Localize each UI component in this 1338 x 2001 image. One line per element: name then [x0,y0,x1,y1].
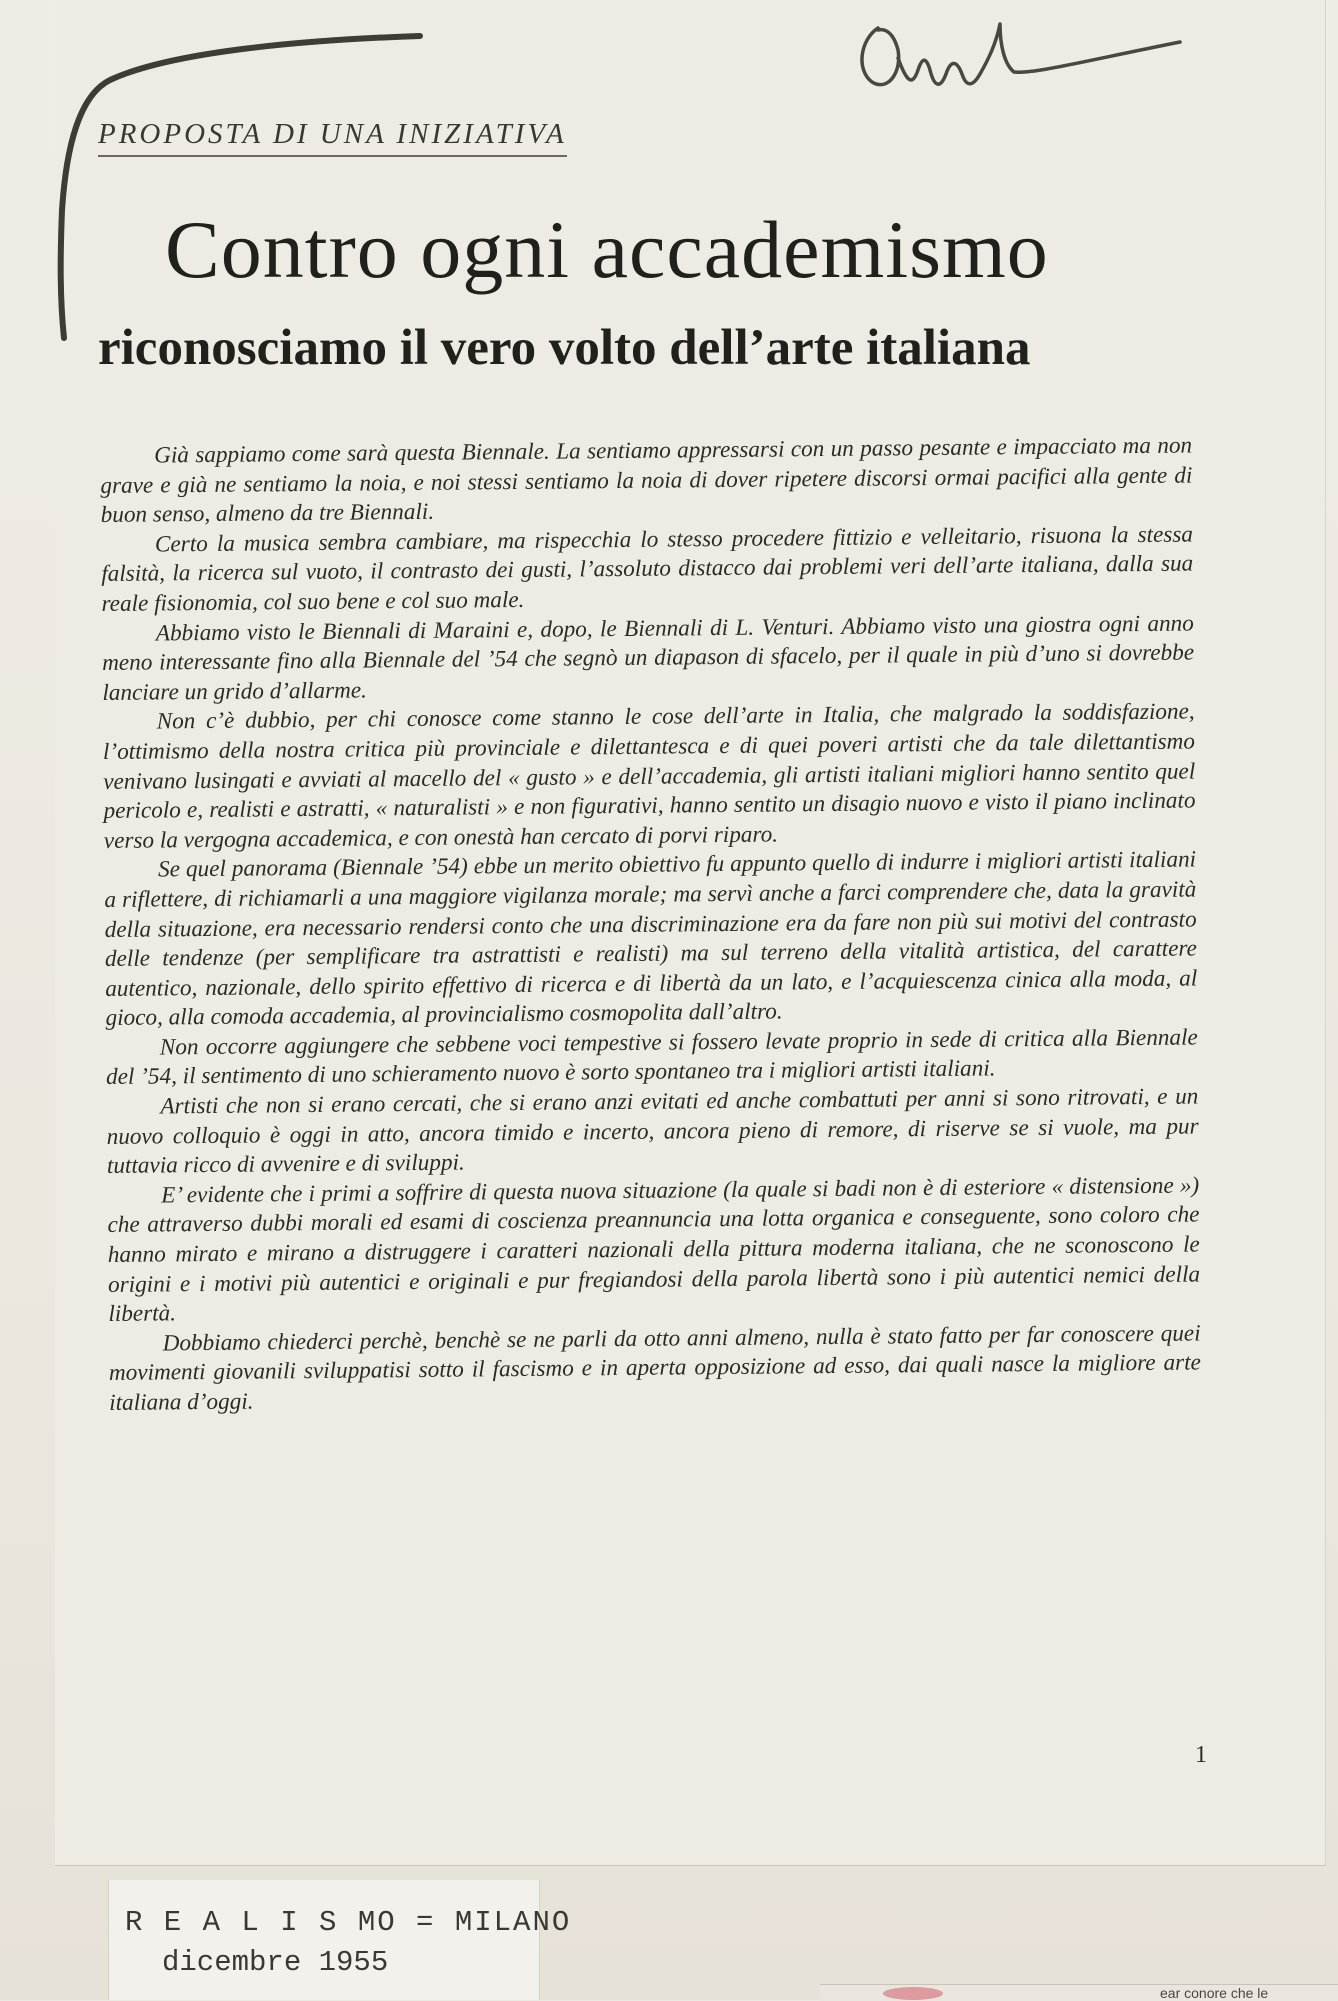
paragraph: Non occorre aggiungere che sebbene voci tempestive si fossero levate proprio in sede di critica alla Biennale del ’54, il sentimento di uno schieramento nuovo è sorto spontaneo tra i migliori artisti italiani. [105,1024,1198,1091]
article-body [100,432,1201,1419]
paragraph: Dobbiamo chiederci perchè, benchè se ne parli da otto anni almeno, nulla è stato fatto per far conoscere quei movimenti giovanili sviluppatisi sotto il fascismo e in aperta opposizione ad esso, dai quali nasce la migliore arte italiana d’oggi. [108,1320,1202,1416]
paragraph: Non c’è dubbio, per chi conosce come stanno le cose dell’arte in Italia, che malgrado la soddisfazione, l’ottimismo della nostra critica più provinciale e dilettantesca e di quei poveri artisti che da tale dilettantismo venivano lusingati e avviati al macello del « gusto » e dell’accademia, gli artisti italiani migliori hanno sentito quel pericolo e, realisti e astratti, « naturalisti » e non figurativi, hanno sentito un disagio nuovo e visto il piano inclinato verso la vergogna accademica, e con onestà han cercato di porvi riparo. [102,698,1196,854]
source-label-strip [108,1880,540,2000]
article-title: Contro ogni accademismo [165,204,1049,295]
paragraph: Abbiamo visto le Biennali di Maraini e, dopo, le Biennali di L. Venturi. Abbiamo visto una giostra ogni anno meno interessante fino alla Biennale del ’54 che segnò un diapason di sfacelo, per il quale in più d’uno si dovrebbe lanciare un grido d’allarme. [101,610,1195,706]
page-number: 1 [1195,1742,1207,1768]
source-label-date: dicembre 1955 [162,1946,389,1979]
bottom-scrap-text: ear conore che le [1160,1985,1269,2001]
paragraph: Certo la musica sembra cambiare, ma rispecchia lo stesso procedere fittizio e velleitario, risuona la stessa falsità, la ricerca sul vuoto, il contrasto dei gusti, l’assoluto distacco dai problemi veri dell’arte italiana, dalla sua reale fisionomia, col suo bene e col suo male. [101,521,1194,617]
red-stain [883,1987,943,2000]
source-label-publication: R E A L I S MO = MILANO [125,1906,572,1939]
section-label: PROPOSTA DI UNA INIZIATIVA [98,118,567,157]
paragraph: E’ evidente che i primi a soffrire di questa nuova situazione (la quale si badi non è di esteriore « distensione ») che attraverso dubbi morali ed esami di coscienza preannuncia una lotta organica e conseguente, sono coloro che hanno mirato e mirano a distruggere i caratteri nazionali della pittura moderna italiana, che ne sconoscono le origini e i motivi più autentici e originali e pur fregiandosi della parola libertà sono i più autentici nemici della libertà. [107,1172,1201,1328]
paragraph: Già sappiamo come sarà questa Biennale. La sentiamo appressarsi con un passo pesante e impacciato ma non grave e già ne sentiamo la noia, e noi stessi sentiamo la noia di dover ripetere discorsi ormai pacifici alla gente di buon senso, almeno da tre Biennali. [100,432,1193,529]
paragraph: Se quel panorama (Biennale ’54) ebbe un merito obiettivo fu appunto quello di indurre i migliori artisti italiani a riflettere, di richiamarli a una maggiore vigilanza morale; ma servì anche a farci comprendere che, data la gravità della situazione, era necessario rendersi conto che una discriminazione era da fare non più sui motivi del contrasto delle tendenze (per semplificare tra astrattisti e realisti) ma sul terreno della vitalità artistica, del carattere autentico, nazionale, dello spirito effettivo di ricerca e di libertà da un lato, e l’acquiescenza cinica alla moda, al gioco, alla comoda accademia, al provincialismo cosmopolita dall’altro. [104,846,1198,1032]
paragraph: Artisti che non si erano cercati, che si erano anzi evitati ed anche combattuti per anni si sono ritrovati, e un nuovo colloquio è oggi in atto, ancora timido e incerto, ancora pieno di remore, di riserve se si vuole, ma pur tuttavia ricco di avvenire e di sviluppi. [106,1083,1199,1180]
article-subtitle: riconosciamo il vero volto dell’arte italiana [98,320,1031,376]
